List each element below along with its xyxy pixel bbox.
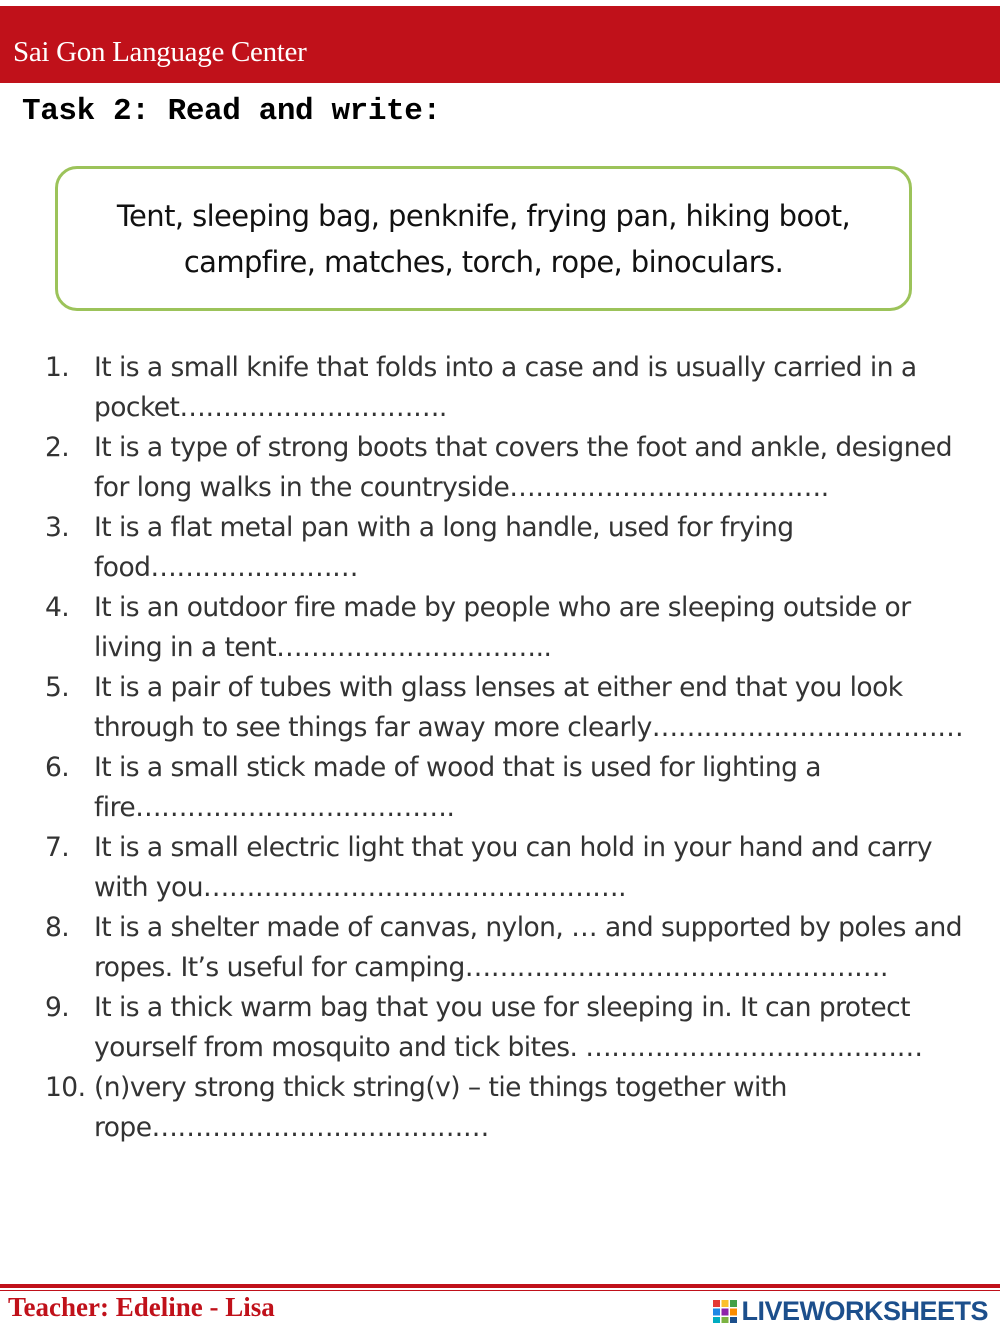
question-list xyxy=(45,348,965,1148)
question-text: It is a pair of tubes with glass lenses at either end that you look through to see things far away more clearly……………………………… xyxy=(94,672,964,743)
question-item-9 xyxy=(45,988,965,1068)
question-item-7 xyxy=(45,828,965,908)
task-heading: Task 2: Read and write: xyxy=(22,94,441,129)
word-bank-text: Tent, sleeping bag, penknife, frying pan, hiking boot, campfire, matches, torch, rope, binoculars. xyxy=(116,198,851,279)
question-text: It is a thick warm bag that you use for sleeping in. It can protect yourself from mosquito and tick bites. ………………………………… xyxy=(94,992,923,1063)
question-text: (n)very strong thick string(v) – tie things together with rope………………………………… xyxy=(94,1072,787,1143)
question-number: 7. xyxy=(45,832,70,863)
question-text: It is a type of strong boots that covers the foot and ankle, designed for long walks in the countryside………………………………. xyxy=(94,432,952,503)
question-number: 1. xyxy=(45,352,70,383)
question-number: 9. xyxy=(45,992,70,1023)
question-text: It is a small electric light that you can hold in your hand and carry with you…………………………………………. xyxy=(94,832,933,903)
word-bank-box xyxy=(55,166,912,311)
question-item-4 xyxy=(45,588,965,668)
question-text: It is a small knife that folds into a case and is usually carried in a pocket…………………………. xyxy=(94,352,917,423)
question-item-2 xyxy=(45,428,965,508)
question-number: 8. xyxy=(45,912,70,943)
footer-divider xyxy=(0,1284,1000,1288)
question-item-3 xyxy=(45,508,965,588)
question-item-5 xyxy=(45,668,965,748)
question-number: 4. xyxy=(45,592,70,623)
question-item-1 xyxy=(45,348,965,428)
center-title: Sai Gon Language Center xyxy=(13,36,307,68)
question-item-10 xyxy=(45,1068,965,1148)
question-text: It is a shelter made of canvas, nylon, … and supported by poles and ropes. It’s useful for camping…………………………………………. xyxy=(94,912,962,983)
question-number: 10. xyxy=(45,1072,86,1103)
question-text: It is an outdoor fire made by people who are sleeping outside or living in a tent………………………….. xyxy=(94,592,911,663)
question-item-8 xyxy=(45,908,965,988)
footer-divider-thin xyxy=(0,1290,1000,1291)
brand-wordmark: LIVEWORKSHEETS xyxy=(741,1295,988,1326)
liveworksheets-logo-icon xyxy=(712,1298,738,1324)
question-text: It is a flat metal pan with a long handle, used for frying food…………………… xyxy=(94,512,794,583)
question-number: 5. xyxy=(45,672,70,703)
liveworksheets-brand[interactable] xyxy=(712,1295,988,1327)
question-item-6 xyxy=(45,748,965,828)
question-number: 2. xyxy=(45,432,70,463)
header-bar xyxy=(0,6,1000,83)
question-number: 6. xyxy=(45,752,70,783)
question-text: It is a small stick made of wood that is used for lighting a fire………………………………. xyxy=(94,752,821,823)
question-number: 3. xyxy=(45,512,70,543)
teacher-credit: Teacher: Edeline - Lisa xyxy=(8,1292,275,1322)
